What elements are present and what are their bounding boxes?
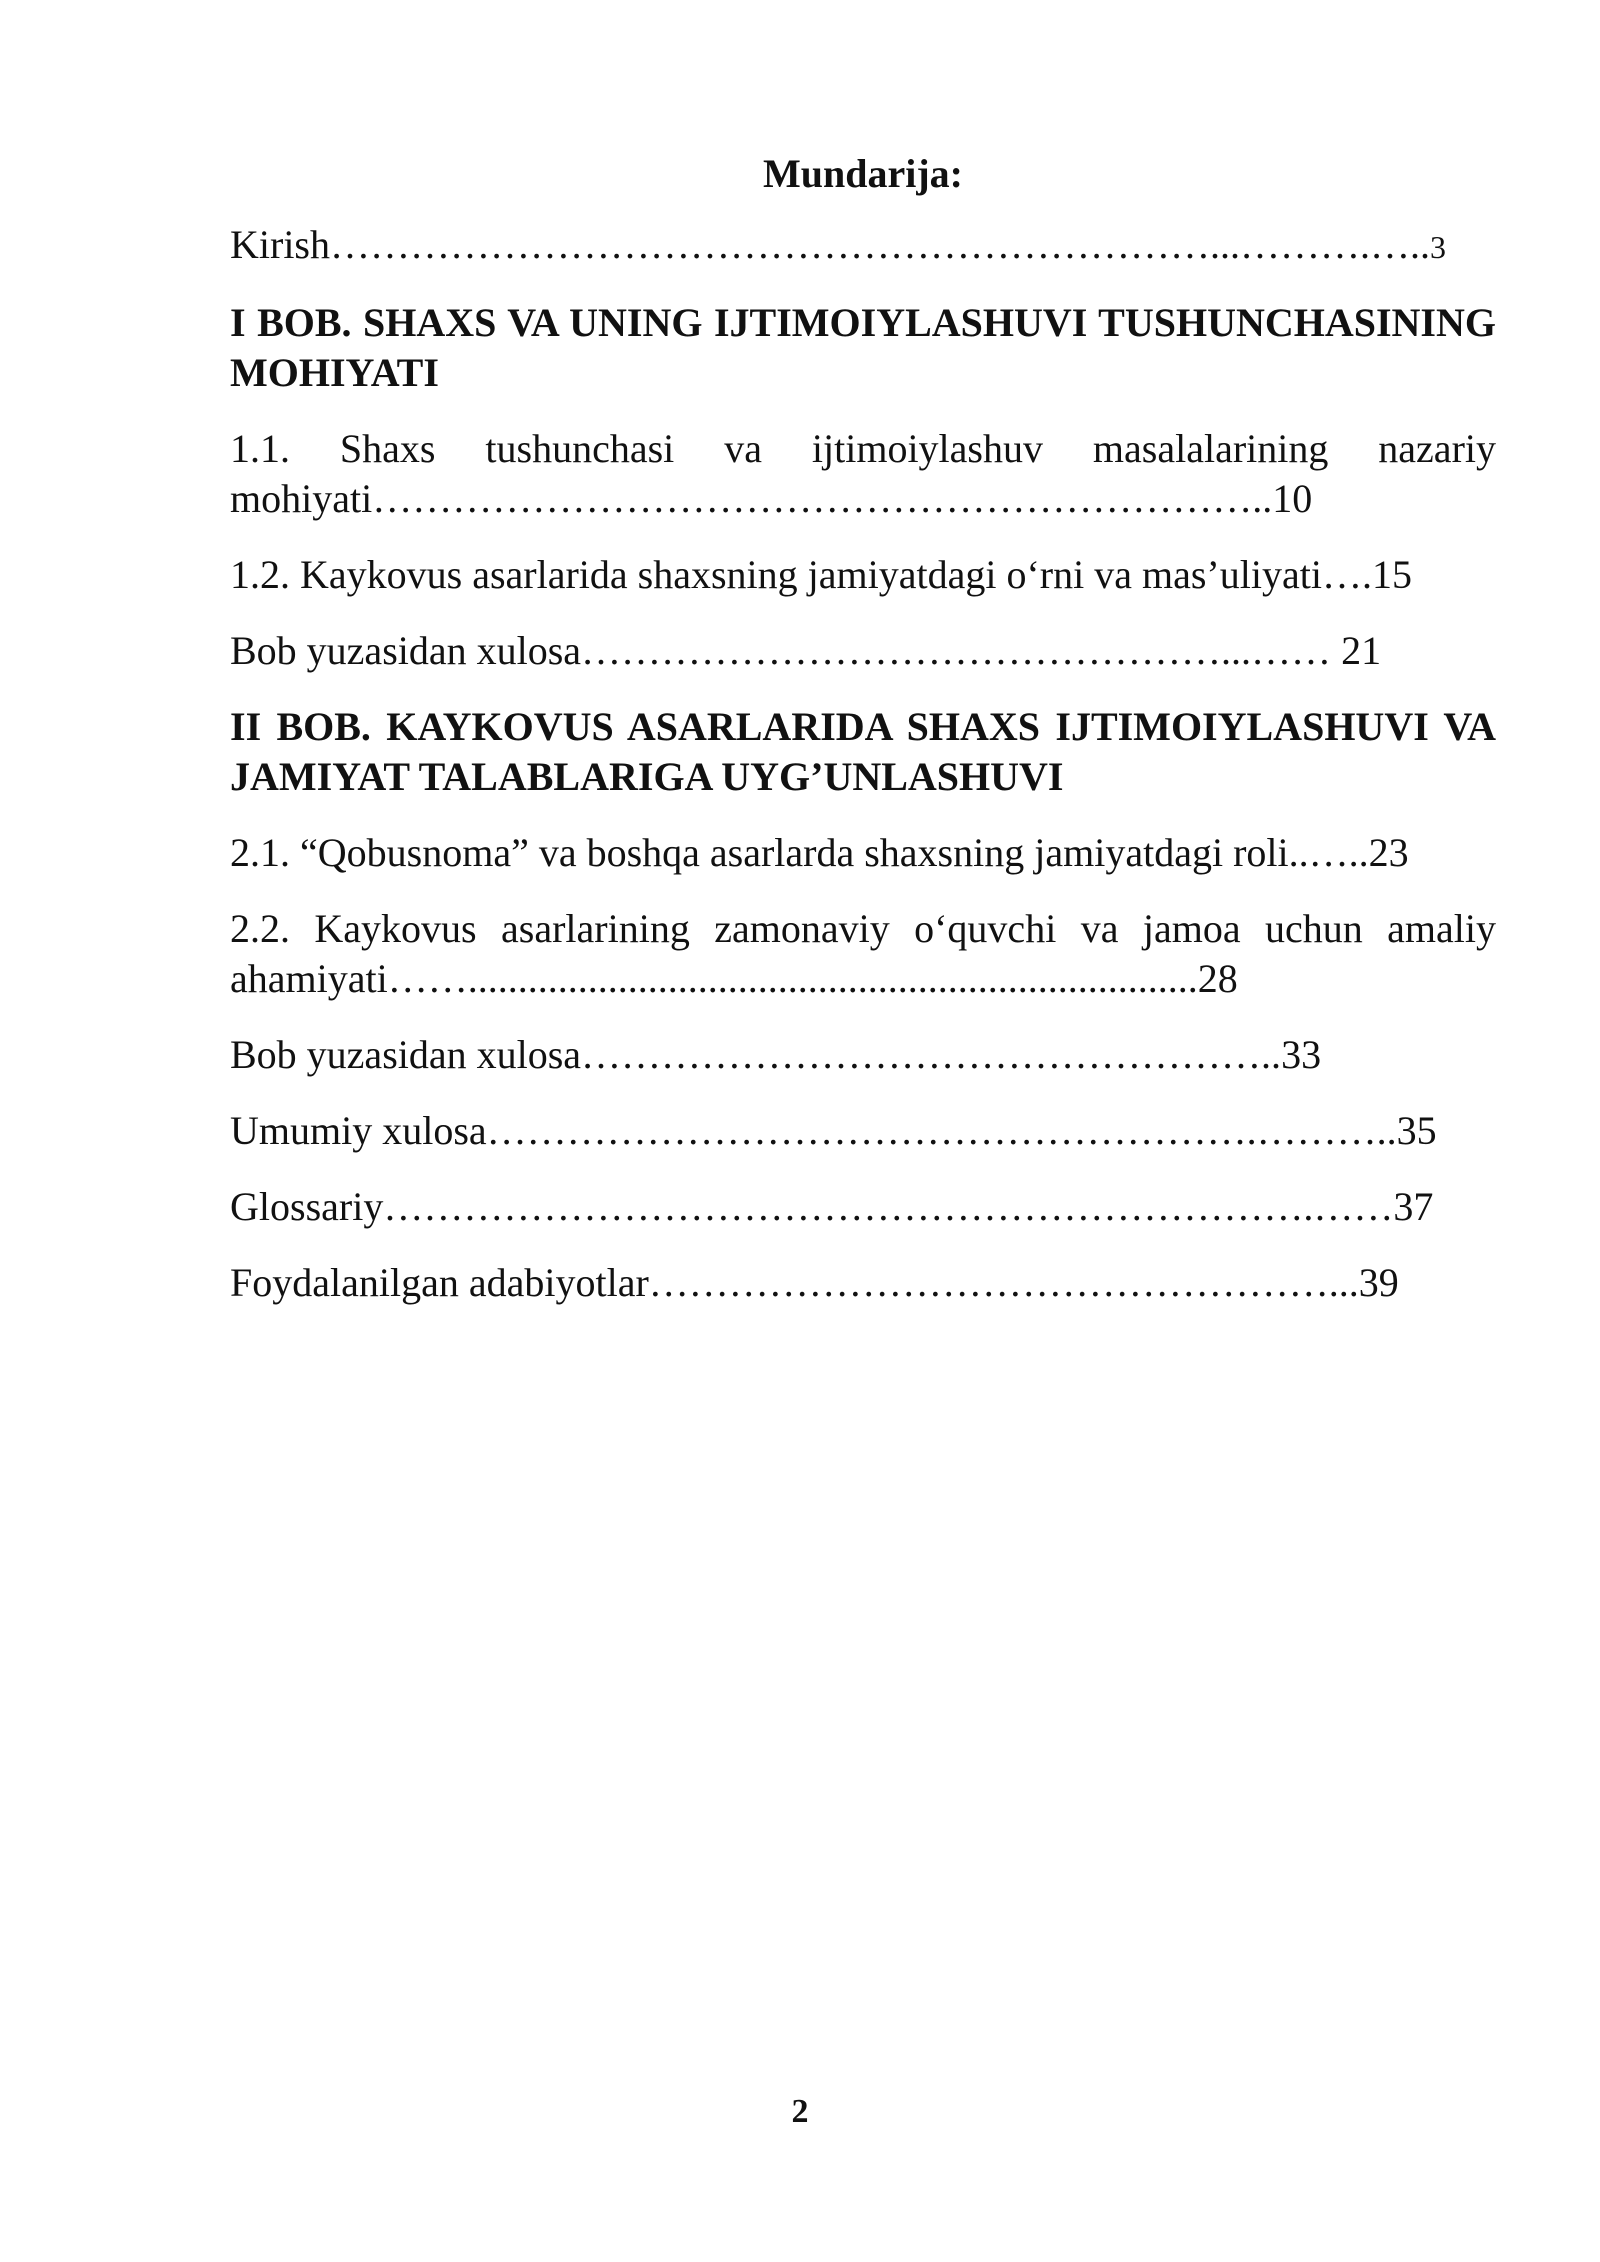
toc-entry-text: Bob yuzasidan xulosa…………………………………………...…… <box>230 628 1332 673</box>
toc-entry-text: 1.2. Kaykovus asarlarida shaxsning jamiyatdagi o‘rni va mas’uliyati…. <box>230 552 1372 597</box>
page-number: 2 <box>791 2093 809 2130</box>
toc-heading-text: I BOB. SHAXS VA UNING IJTIMOIYLASHUVI TUSHUNCHASINING MOHIYATI <box>230 300 1496 395</box>
toc-entry-page: 37 <box>1393 1184 1434 1229</box>
toc-entry-kirish <box>230 220 1496 272</box>
toc-entry-page: 39 <box>1358 1260 1399 1305</box>
toc-entry-page: 35 <box>1396 1108 1437 1153</box>
toc-entry-text: 2.1. “Qobusnoma” va boshqa asarlarda shaxsning jamiyatdagi roli..….. <box>230 830 1369 875</box>
toc-entry-page: 28 <box>1197 956 1238 1001</box>
toc-entry-chapter-1-conclusion <box>230 626 1496 676</box>
toc-entry-page: 23 <box>1368 830 1409 875</box>
toc-entry-text: Glossariy…………………………………………………………….…… <box>230 1184 1394 1229</box>
toc-entry-page: 21 <box>1341 628 1382 673</box>
toc-chapter-heading-1 <box>230 298 1496 398</box>
toc-chapter-heading-2 <box>230 702 1496 802</box>
toc-entry-chapter-2-conclusion <box>230 1030 1496 1080</box>
toc-entry-references <box>230 1258 1496 1308</box>
toc-entry-page: 10 <box>1272 476 1313 521</box>
toc-entry-text: Bob yuzasidan xulosa…………………………………………….. <box>230 1032 1282 1077</box>
toc-entry-text: 1.1. Shaxs tushunchasi va ijtimoiylashuv masalalarining nazariy mohiyati………………………………………………………….. <box>230 426 1496 521</box>
toc-heading-text: II BOB. KAYKOVUS ASARLARIDA SHAXS IJTIMOIYLASHUVI VA JAMIYAT TALABLARIGA UYG’UNLASHUVI <box>230 704 1496 799</box>
toc-entry-1-1 <box>230 424 1496 524</box>
toc-entry-general-conclusion <box>230 1106 1496 1156</box>
toc-entry-page: 3 <box>1430 229 1446 265</box>
toc-entry-2-2 <box>230 904 1496 1004</box>
toc-entry-page: 33 <box>1281 1032 1322 1077</box>
toc-entry-text: Umumiy xulosa………………………………………………….……….. <box>230 1108 1397 1153</box>
toc-entry-2-1 <box>230 828 1496 878</box>
toc-entry-page: 15 <box>1371 552 1412 597</box>
toc-entry-glossary <box>230 1182 1496 1232</box>
toc-entry-text: Kirish…………………………………………………………...……….….. <box>230 222 1430 267</box>
toc-entry-text: 2.2. Kaykovus asarlarining zamonaviy o‘quvchi va jamoa uchun amaliy ahamiyati……......................................................................... <box>230 906 1496 1001</box>
toc-entry-1-2 <box>230 550 1496 600</box>
table-of-contents <box>230 150 1496 1334</box>
toc-entry-text: Foydalanilgan adabiyotlar……………………………………………... <box>230 1260 1359 1305</box>
toc-title: Mundarija: <box>763 151 963 196</box>
